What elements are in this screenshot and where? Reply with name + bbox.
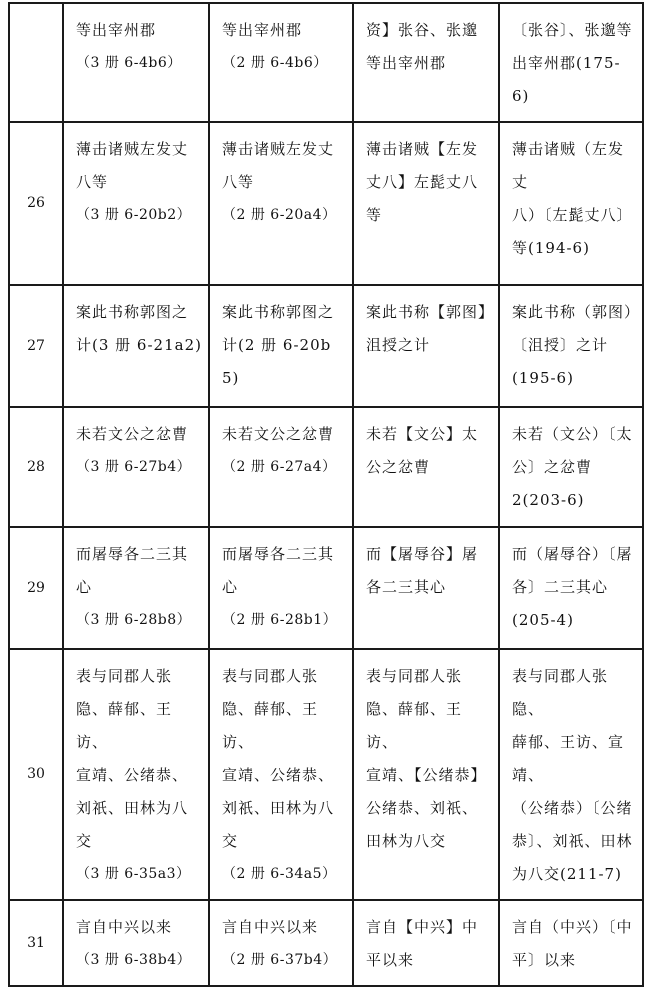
edition-2-cell	[209, 122, 353, 285]
collation-cell	[353, 122, 499, 285]
cell-text-line: 言自中兴以来	[76, 918, 173, 936]
corrected-text-cell	[499, 3, 643, 122]
row-number: 29	[9, 527, 63, 649]
cell-text-line: 各〕二三其心	[512, 578, 609, 596]
cell-text-line: 计(2 册 6-20b5)	[222, 336, 332, 387]
table-row	[9, 649, 643, 900]
source-citation: （3 册 6-4b6）	[76, 55, 182, 71]
row-number: 31	[9, 900, 63, 986]
cell-text-line: 平以来	[366, 951, 415, 969]
cell-text-line: 宣靖、【公绪恭】	[366, 766, 487, 784]
source-citation: （2 册 6-20a4）	[222, 207, 337, 223]
edition-3-cell	[63, 122, 209, 285]
cell-text-line: 〔沮授〕之计	[512, 336, 609, 354]
source-citation: （2 册 6-37b4）	[222, 952, 338, 968]
cell-text-line: 心	[222, 578, 239, 596]
collation-cell	[353, 649, 499, 900]
cell-text-line: 表与同郡人张	[222, 667, 319, 685]
cell-text-line: 等出宰州郡	[366, 54, 447, 72]
source-citation: （3 册 6-27b4）	[76, 459, 192, 475]
cell-text-line: 隐、薛郁、王访、	[76, 700, 173, 751]
edition-2-cell	[209, 900, 353, 986]
cell-text-line: 隐、薛郁、王访、	[222, 700, 319, 751]
cell-text-line: 未若（文公）〔太	[512, 425, 633, 443]
cell-text-line: 资】张谷、张邈	[366, 21, 479, 39]
edition-2-cell	[209, 3, 353, 122]
cell-text-line: 2(203-6)	[512, 491, 585, 509]
cell-text-line: 等	[366, 206, 383, 224]
row-number: 27	[9, 285, 63, 407]
corrected-text-cell	[499, 527, 643, 649]
cell-text-line: 案此书称【郭图】	[366, 303, 495, 321]
source-citation: （2 册 6-34a5）	[222, 866, 337, 882]
edition-2-cell	[209, 285, 353, 407]
cell-text-line: 言自【中兴】中	[366, 918, 479, 936]
edition-3-cell	[63, 649, 209, 900]
cell-text-line: 表与同郡人张	[76, 667, 173, 685]
source-citation: （3 册 6-28b8）	[76, 612, 192, 628]
cell-text-line: 交	[76, 832, 93, 850]
cell-text-line: 案此书称郭图之	[76, 303, 189, 321]
row-number	[9, 3, 63, 122]
source-citation: （3 册 6-35a3）	[76, 866, 191, 882]
row-number: 28	[9, 407, 63, 527]
cell-text-line: 表与同郡人张	[366, 667, 463, 685]
corrected-text-cell	[499, 900, 643, 986]
cell-text-line: 薛郁、王访、宣靖、	[512, 733, 625, 784]
edition-3-cell	[63, 527, 209, 649]
source-citation: （3 册 6-38b4）	[76, 952, 192, 968]
cell-text-line: 公〕之忿曹	[512, 458, 593, 476]
corrected-text-cell	[499, 407, 643, 527]
cell-text-line: 公之忿曹	[366, 458, 431, 476]
cell-text-line: 八等	[222, 173, 255, 191]
table-row	[9, 285, 643, 407]
source-citation: （3 册 6-20b2）	[76, 207, 192, 223]
cell-text-line: 平〕以来	[512, 951, 577, 969]
cell-text-line: 薄击诸贼【左发	[366, 140, 479, 158]
cell-text-line: 未若文公之忿曹	[222, 425, 335, 443]
cell-text-line: 等(194-6)	[512, 239, 590, 257]
edition-3-cell	[63, 407, 209, 527]
cell-text-line: 表与同郡人张隐、	[512, 667, 609, 718]
edition-3-cell	[63, 285, 209, 407]
table-row	[9, 3, 643, 122]
corrected-text-cell	[499, 285, 643, 407]
cell-text-line: 出宰州郡(175-6)	[512, 54, 621, 105]
cell-text-line: (205-4)	[512, 611, 574, 629]
source-citation: （2 册 6-28b1）	[222, 612, 338, 628]
cell-text-line: 各二三其心	[366, 578, 447, 596]
cell-text-line: 宣靖、公绪恭、	[222, 766, 335, 784]
cell-text-line: 等出宰州郡	[222, 21, 303, 39]
collation-cell	[353, 407, 499, 527]
cell-text-line: 而屠辱各二三其	[76, 545, 189, 563]
collation-cell	[353, 3, 499, 122]
cell-text-line: 为八交(211-7)	[512, 865, 622, 883]
cell-text-line: 言自中兴以来	[222, 918, 319, 936]
cell-text-line: 宣靖、公绪恭、	[76, 766, 189, 784]
cell-text-line: 计(3 册 6-21a2)	[76, 336, 202, 354]
cell-text-line: 等出宰州郡	[76, 21, 157, 39]
cell-text-line: 薄击诸贼左发丈	[76, 140, 189, 158]
collation-cell	[353, 900, 499, 986]
cell-text-line: (195-6)	[512, 369, 574, 387]
cell-text-line: 刘祇、田林为八	[222, 799, 335, 817]
cell-text-line: 未若文公之忿曹	[76, 425, 189, 443]
cell-text-line: 田林为八交	[366, 832, 447, 850]
cell-text-line: 薄击诸贼左发丈	[222, 140, 335, 158]
cell-text-line: 心	[76, 578, 93, 596]
cell-text-line: 案此书称郭图之	[222, 303, 335, 321]
collation-cell	[353, 285, 499, 407]
cell-text-line: 案此书称（郭图）	[512, 303, 641, 321]
cell-text-line: 〔张谷〕、张邈等	[512, 21, 633, 39]
collation-cell	[353, 527, 499, 649]
cell-text-line: 未若【文公】太	[366, 425, 479, 443]
cell-text-line: 而屠辱各二三其	[222, 545, 335, 563]
cell-text-line: 恭〕、刘祇、田林	[512, 832, 633, 850]
cell-text-line: 而（屠辱谷）〔屠	[512, 545, 633, 563]
cell-text-line: 交	[222, 832, 239, 850]
edition-2-cell	[209, 407, 353, 527]
cell-text-line: 薄击诸贼（左发丈	[512, 140, 625, 191]
table-row	[9, 407, 643, 527]
corrected-text-cell	[499, 122, 643, 285]
cell-text-line: 隐、薛郁、王访、	[366, 700, 463, 751]
edition-3-cell	[63, 3, 209, 122]
source-citation: （2 册 6-27a4）	[222, 459, 337, 475]
table-row	[9, 122, 643, 285]
edition-2-cell	[209, 649, 353, 900]
source-citation: （2 册 6-4b6）	[222, 55, 328, 71]
cell-text-line: 丈八】左髭丈八	[366, 173, 479, 191]
row-number: 30	[9, 649, 63, 900]
cell-text-line: 八等	[76, 173, 109, 191]
collation-table	[8, 2, 644, 987]
corrected-text-cell	[499, 649, 643, 900]
table-row	[9, 527, 643, 649]
table-body	[9, 3, 643, 986]
cell-text-line: 沮授之计	[366, 336, 431, 354]
edition-3-cell	[63, 900, 209, 986]
edition-2-cell	[209, 527, 353, 649]
cell-text-line: （公绪恭）〔公绪	[512, 799, 633, 817]
table-row	[9, 900, 643, 986]
cell-text-line: 公绪恭、刘祇、	[366, 799, 479, 817]
cell-text-line: 言自（中兴）〔中	[512, 918, 633, 936]
cell-text-line: 刘祇、田林为八	[76, 799, 189, 817]
row-number: 26	[9, 122, 63, 285]
cell-text-line: 而【屠辱谷】屠	[366, 545, 479, 563]
cell-text-line: 八）〔左髭丈八〕	[512, 206, 633, 224]
